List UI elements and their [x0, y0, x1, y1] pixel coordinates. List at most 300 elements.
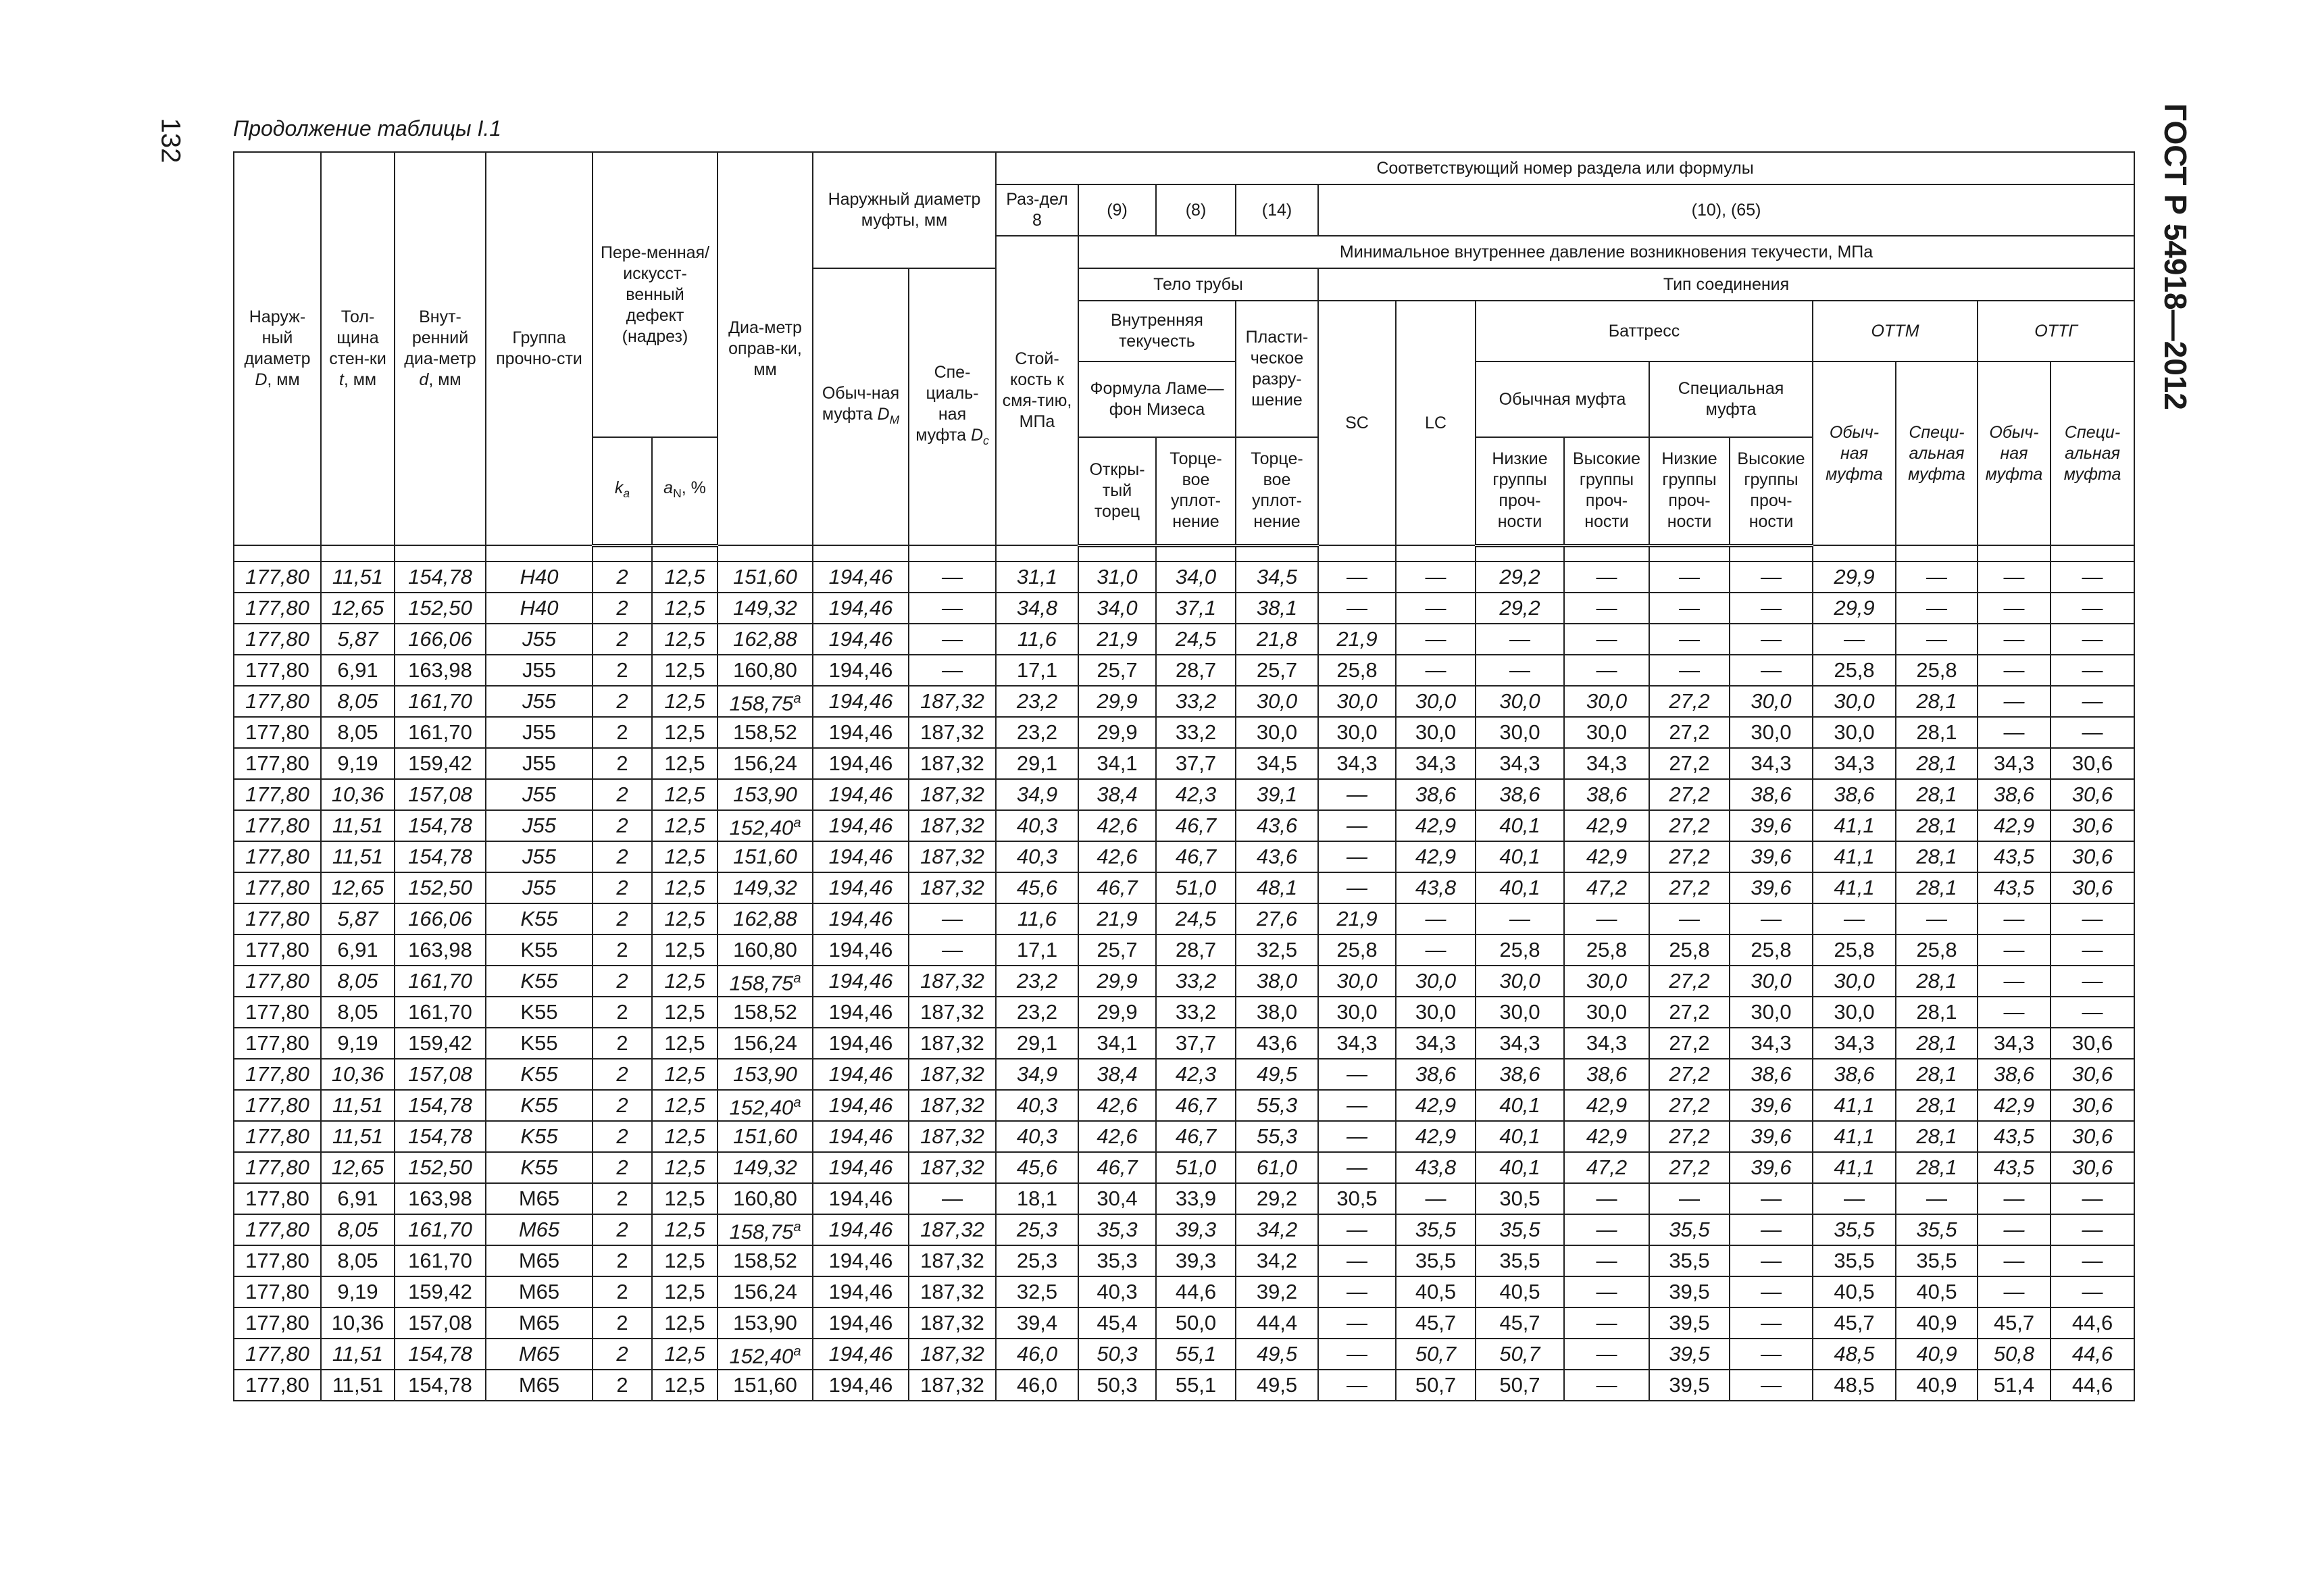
table-cell: 156,24	[718, 1028, 813, 1059]
table-cell: 37,1	[1156, 593, 1236, 624]
table-cell: —	[1730, 1245, 1813, 1276]
pipe-data-table	[233, 151, 2135, 1401]
table-cell: M65	[486, 1276, 593, 1307]
table-cell: 151,60	[718, 1370, 813, 1401]
header-buttress: Баттресс	[1476, 301, 1813, 361]
header-formula-10-65: (10), (65)	[1318, 184, 2134, 236]
table-cell: 187,32	[909, 1339, 996, 1370]
table-cell: 187,32	[909, 966, 996, 997]
table-cell: —	[1978, 1214, 2051, 1245]
table-cell: K55	[486, 1059, 593, 1090]
table-cell: 28,1	[1896, 1059, 1978, 1090]
table-cell: —	[909, 934, 996, 966]
table-cell: 25,8	[1730, 934, 1813, 966]
table-cell: 17,1	[996, 655, 1078, 686]
table-cell: 194,46	[813, 903, 909, 934]
table-cell: 8,05	[321, 1245, 395, 1276]
table-cell: 159,42	[395, 748, 486, 779]
table-cell: 166,06	[395, 903, 486, 934]
table-cell: 152,50	[395, 1152, 486, 1183]
table-cell: —	[1318, 872, 1396, 903]
table-cell: —	[1564, 1276, 1649, 1307]
table-cell: 161,70	[395, 1214, 486, 1245]
table-cell: 55,3	[1236, 1090, 1318, 1121]
table-cell: 11,51	[321, 841, 395, 872]
table-cell: —	[2051, 717, 2134, 748]
table-cell: 156,24	[718, 748, 813, 779]
table-cell: 43,6	[1236, 841, 1318, 872]
table-cell: 34,8	[996, 593, 1078, 624]
header-wall-thickness: Тол-щина стен-ки t, мм	[321, 152, 395, 545]
table-cell: 34,3	[1318, 748, 1396, 779]
table-cell: 47,2	[1564, 872, 1649, 903]
table-cell: 42,9	[1564, 810, 1649, 841]
table-cell: 177,80	[234, 1152, 321, 1183]
table-cell: 187,32	[909, 1121, 996, 1152]
table-cell: 55,3	[1236, 1121, 1318, 1152]
table-cell: 194,46	[813, 872, 909, 903]
table-cell: 38,6	[1813, 779, 1896, 810]
table-cell: 42,6	[1078, 841, 1156, 872]
table-cell: —	[1318, 779, 1396, 810]
table-cell: 46,7	[1078, 872, 1156, 903]
table-cell: 42,3	[1156, 1059, 1236, 1090]
table-cell: 152,40$^a$	[718, 1339, 813, 1370]
table-cell: 177,80	[234, 810, 321, 841]
table-cell: H40	[486, 593, 593, 624]
table-cell: 27,2	[1649, 810, 1730, 841]
table-cell: —	[2051, 1276, 2134, 1307]
table-cell: 177,80	[234, 686, 321, 717]
table-cell: 187,32	[909, 1214, 996, 1245]
table-cell: K55	[486, 1090, 593, 1121]
table-cell: 194,46	[813, 779, 909, 810]
table-cell: 187,32	[909, 1245, 996, 1276]
standard-title: ГОСТ Р 54918—2012	[2158, 103, 2193, 410]
table-cell: 39,1	[1236, 779, 1318, 810]
table-cell: 34,3	[1978, 748, 2051, 779]
table-row	[234, 872, 2134, 903]
table-cell: 50,3	[1078, 1370, 1156, 1401]
table-cell: 39,6	[1730, 841, 1813, 872]
table-cell: 177,80	[234, 1028, 321, 1059]
table-cell: —	[1476, 655, 1564, 686]
table-cell: 12,5	[652, 593, 718, 624]
table-cell: 12,5	[652, 779, 718, 810]
table-cell: 2	[593, 624, 652, 655]
table-cell: 27,2	[1649, 997, 1730, 1028]
table-cell: K55	[486, 903, 593, 934]
table-cell: 158,75$^a$	[718, 686, 813, 717]
table-cell: 177,80	[234, 748, 321, 779]
table-cell: 177,80	[234, 903, 321, 934]
table-cell: —	[1318, 562, 1396, 593]
table-cell: —	[1978, 593, 2051, 624]
header-lc: LC	[1396, 301, 1476, 545]
table-cell: 39,5	[1649, 1307, 1730, 1339]
table-cell: 23,2	[996, 966, 1078, 997]
table-cell: 38,6	[1978, 1059, 2051, 1090]
header-razdel-8: Раз-дел 8	[996, 184, 1078, 236]
table-cell: 194,46	[813, 997, 909, 1028]
table-cell: 194,46	[813, 1276, 909, 1307]
table-cell: —	[1896, 1183, 1978, 1214]
table-cell: 29,1	[996, 748, 1078, 779]
table-cell: —	[1896, 624, 1978, 655]
table-cell: —	[1813, 903, 1896, 934]
table-cell: 28,7	[1156, 934, 1236, 966]
table-cell: 11,51	[321, 1121, 395, 1152]
table-cell: —	[1730, 562, 1813, 593]
table-cell: K55	[486, 1028, 593, 1059]
table-row	[234, 1028, 2134, 1059]
table-row	[234, 1121, 2134, 1152]
table-cell: H40	[486, 562, 593, 593]
table-cell: 45,7	[1978, 1307, 2051, 1339]
table-cell: —	[909, 562, 996, 593]
table-cell: 40,3	[996, 810, 1078, 841]
table-cell: 30,6	[2051, 748, 2134, 779]
table-cell: 23,2	[996, 717, 1078, 748]
table-cell: J55	[486, 810, 593, 841]
table-cell: 2	[593, 810, 652, 841]
table-cell: 194,46	[813, 748, 909, 779]
header-inner-diameter: Внут-ренний диа-метр d, мм	[395, 152, 486, 545]
table-cell: K55	[486, 966, 593, 997]
table-cell: 177,80	[234, 1090, 321, 1121]
table-cell: —	[1730, 1339, 1813, 1370]
header-end-seal-plastic: Торце-вое уплот-нение	[1236, 437, 1318, 545]
table-cell: 177,80	[234, 934, 321, 966]
table-cell: —	[1396, 903, 1476, 934]
table-cell: —	[1318, 1245, 1396, 1276]
table-cell: 34,3	[1476, 748, 1564, 779]
table-cell: —	[1318, 1090, 1396, 1121]
table-cell: 44,4	[1236, 1307, 1318, 1339]
table-cell: 30,0	[1476, 717, 1564, 748]
header-low-groups-special: Низкие группы проч-ности	[1649, 437, 1730, 545]
header-ottg-special: Специ-альная муфта	[2051, 361, 2134, 545]
table-cell: 30,5	[1476, 1183, 1564, 1214]
table-cell: —	[1318, 1307, 1396, 1339]
table-cell: 50,8	[1978, 1339, 2051, 1370]
table-cell: 34,5	[1236, 748, 1318, 779]
table-cell: 46,0	[996, 1339, 1078, 1370]
table-cell: 30,0	[1396, 997, 1476, 1028]
table-cell: 158,75$^a$	[718, 966, 813, 997]
table-cell: 153,90	[718, 1307, 813, 1339]
table-cell: 40,1	[1476, 1152, 1564, 1183]
table-cell: 177,80	[234, 717, 321, 748]
table-cell: —	[1318, 1059, 1396, 1090]
table-cell: 2	[593, 686, 652, 717]
table-cell: 11,51	[321, 1370, 395, 1401]
table-cell: 38,6	[1476, 779, 1564, 810]
table-cell: 45,4	[1078, 1307, 1156, 1339]
table-cell: 40,1	[1476, 841, 1564, 872]
table-cell: 161,70	[395, 1245, 486, 1276]
header-ottm: ОТТМ	[1813, 301, 1978, 361]
table-cell: —	[1649, 624, 1730, 655]
table-cell: 12,5	[652, 1276, 718, 1307]
table-cell: 30,0	[1813, 997, 1896, 1028]
table-cell: 187,32	[909, 997, 996, 1028]
table-cell: 30,0	[1730, 966, 1813, 997]
table-cell: —	[1318, 593, 1396, 624]
table-cell: 28,1	[1896, 1152, 1978, 1183]
table-cell: 23,2	[996, 686, 1078, 717]
table-cell: 153,90	[718, 779, 813, 810]
table-cell: 152,50	[395, 872, 486, 903]
table-cell: M65	[486, 1245, 593, 1276]
table-cell: 177,80	[234, 966, 321, 997]
table-cell: 27,2	[1649, 717, 1730, 748]
table-cell: 2	[593, 593, 652, 624]
table-cell: 38,0	[1236, 966, 1318, 997]
table-cell: —	[1318, 810, 1396, 841]
table-cell: 30,0	[1476, 686, 1564, 717]
table-cell: —	[1396, 624, 1476, 655]
table-cell: M65	[486, 1307, 593, 1339]
table-cell: 30,6	[2051, 779, 2134, 810]
table-cell: 152,50	[395, 593, 486, 624]
table-cell: 50,7	[1396, 1339, 1476, 1370]
table-cell: 12,5	[652, 748, 718, 779]
header-body-spacer	[234, 545, 2134, 562]
table-cell: —	[1318, 1276, 1396, 1307]
table-cell: 194,46	[813, 1152, 909, 1183]
table-cell: 12,5	[652, 1028, 718, 1059]
table-caption: Продолжение таблицы I.1	[233, 116, 502, 141]
table-cell: 33,2	[1156, 966, 1236, 997]
table-cell: —	[1318, 1152, 1396, 1183]
table-cell: 21,9	[1078, 624, 1156, 655]
table-cell: —	[1396, 593, 1476, 624]
table-cell: 43,6	[1236, 810, 1318, 841]
table-cell: 30,4	[1078, 1183, 1156, 1214]
table-cell: J55	[486, 717, 593, 748]
table-cell: 194,46	[813, 841, 909, 872]
table-cell: 41,1	[1813, 1152, 1896, 1183]
header-collapse-resistance: Стой-кость к смя-тию, МПа	[996, 236, 1078, 545]
table-cell: 43,5	[1978, 841, 2051, 872]
table-cell: 42,6	[1078, 1121, 1156, 1152]
table-cell: 35,3	[1078, 1214, 1156, 1245]
table-cell: —	[2051, 593, 2134, 624]
table-cell: 12,5	[652, 934, 718, 966]
header-special-coupling: Спе-циаль-ная муфта $D_c$	[909, 268, 996, 545]
table-cell: 194,46	[813, 1059, 909, 1090]
header-formula-8: (8)	[1156, 184, 1236, 236]
table-cell: 34,3	[1396, 1028, 1476, 1059]
table-cell: 34,3	[1730, 748, 1813, 779]
table-cell: 40,3	[1078, 1276, 1156, 1307]
table-cell: 177,80	[234, 1307, 321, 1339]
table-cell: 25,3	[996, 1245, 1078, 1276]
table-cell: —	[2051, 903, 2134, 934]
table-cell: 163,98	[395, 655, 486, 686]
table-cell: 27,2	[1649, 966, 1730, 997]
table-cell: 42,9	[1978, 1090, 2051, 1121]
table-cell: 38,6	[1730, 1059, 1813, 1090]
table-cell: 29,9	[1078, 686, 1156, 717]
table-cell: 12,5	[652, 1121, 718, 1152]
table-cell: —	[1730, 1370, 1813, 1401]
table-cell: 25,8	[1318, 655, 1396, 686]
table-cell: 35,5	[1813, 1245, 1896, 1276]
table-cell: 39,6	[1730, 872, 1813, 903]
table-cell: 11,6	[996, 624, 1078, 655]
table-cell: 187,32	[909, 872, 996, 903]
table-row	[234, 1339, 2134, 1370]
table-cell: 49,5	[1236, 1339, 1318, 1370]
table-cell: 30,6	[2051, 1152, 2134, 1183]
table-cell: 157,08	[395, 1307, 486, 1339]
table-cell: 35,5	[1813, 1214, 1896, 1245]
table-cell: 12,5	[652, 1245, 718, 1276]
table-cell: 177,80	[234, 624, 321, 655]
table-cell: 12,5	[652, 966, 718, 997]
table-cell: 187,32	[909, 1370, 996, 1401]
table-cell: —	[2051, 1183, 2134, 1214]
table-cell: 177,80	[234, 1121, 321, 1152]
table-cell: —	[1896, 593, 1978, 624]
table-cell: 25,8	[1318, 934, 1396, 966]
table-row	[234, 934, 2134, 966]
table-cell: 17,1	[996, 934, 1078, 966]
table-cell: 158,52	[718, 997, 813, 1028]
table-cell: 161,70	[395, 686, 486, 717]
table-cell: —	[1564, 562, 1649, 593]
header-outer-diameter: Наруж-ный диаметр D, мм	[234, 152, 321, 545]
table-cell: 46,7	[1156, 1090, 1236, 1121]
table-cell: 2	[593, 1152, 652, 1183]
table-cell: 27,2	[1649, 1059, 1730, 1090]
table-cell: 28,1	[1896, 1028, 1978, 1059]
table-cell: 34,9	[996, 779, 1078, 810]
table-cell: 30,0	[1813, 966, 1896, 997]
table-cell: 42,9	[1396, 1121, 1476, 1152]
table-cell: 40,1	[1476, 810, 1564, 841]
table-cell: 2	[593, 966, 652, 997]
table-cell: 34,3	[1978, 1028, 2051, 1059]
header-lame-formula: Формула Ламе—фон Мизеса	[1078, 361, 1236, 437]
table-cell: M65	[486, 1183, 593, 1214]
table-cell: 33,2	[1156, 686, 1236, 717]
table-cell: 40,5	[1813, 1276, 1896, 1307]
table-row	[234, 655, 2134, 686]
header-sc: SC	[1318, 301, 1396, 545]
table-cell: 33,2	[1156, 997, 1236, 1028]
table-cell: 12,5	[652, 1090, 718, 1121]
table-row	[234, 1370, 2134, 1401]
table-cell: 40,5	[1476, 1276, 1564, 1307]
header-plastic-failure: Пласти-ческое разру-шение	[1236, 301, 1318, 437]
table-cell: 2	[593, 1183, 652, 1214]
table-row	[234, 997, 2134, 1028]
table-cell: 29,2	[1476, 593, 1564, 624]
table-cell: J55	[486, 872, 593, 903]
table-cell: —	[909, 903, 996, 934]
table-cell: —	[1564, 1307, 1649, 1339]
table-cell: 27,2	[1649, 1121, 1730, 1152]
table-cell: 27,2	[1649, 841, 1730, 872]
table-cell: 31,1	[996, 562, 1078, 593]
table-cell: 45,7	[1396, 1307, 1476, 1339]
table-cell: 43,6	[1236, 1028, 1318, 1059]
table-cell: 12,5	[652, 1307, 718, 1339]
table-cell: 27,6	[1236, 903, 1318, 934]
table-cell: —	[1318, 1339, 1396, 1370]
table-cell: 12,65	[321, 872, 395, 903]
table-cell: 187,32	[909, 841, 996, 872]
table-cell: 39,5	[1649, 1339, 1730, 1370]
table-cell: 151,60	[718, 562, 813, 593]
table-cell: 9,19	[321, 1276, 395, 1307]
table-cell: 40,3	[996, 1090, 1078, 1121]
table-cell: 177,80	[234, 593, 321, 624]
table-cell: 29,9	[1813, 593, 1896, 624]
table-cell: 38,1	[1236, 593, 1318, 624]
table-cell: —	[2051, 655, 2134, 686]
table-cell: 12,5	[652, 686, 718, 717]
table-cell: 12,5	[652, 872, 718, 903]
table-cell: 30,0	[1236, 717, 1318, 748]
table-cell: 154,78	[395, 810, 486, 841]
table-cell: 2	[593, 1028, 652, 1059]
table-cell: 21,9	[1078, 903, 1156, 934]
table-cell: 6,91	[321, 655, 395, 686]
table-cell: 55,1	[1156, 1370, 1236, 1401]
table-cell: 51,0	[1156, 1152, 1236, 1183]
table-cell: 35,5	[1896, 1214, 1978, 1245]
header-formula-9: (9)	[1078, 184, 1156, 236]
table-cell: —	[1564, 1214, 1649, 1245]
table-cell: 30,0	[1730, 686, 1813, 717]
table-cell: 25,7	[1078, 655, 1156, 686]
table-cell: 40,9	[1896, 1339, 1978, 1370]
table-cell: 34,9	[996, 1059, 1078, 1090]
table-cell: 161,70	[395, 717, 486, 748]
table-cell: —	[1730, 1214, 1813, 1245]
table-cell: 154,78	[395, 1121, 486, 1152]
table-cell: 41,1	[1813, 872, 1896, 903]
table-cell: 30,0	[1396, 966, 1476, 997]
table-cell: 30,0	[1476, 966, 1564, 997]
table-cell: 25,8	[1896, 655, 1978, 686]
table-cell: —	[2051, 966, 2134, 997]
table-cell: —	[1649, 593, 1730, 624]
table-cell: 35,5	[1896, 1245, 1978, 1276]
table-cell: —	[1564, 593, 1649, 624]
table-cell: 25,8	[1476, 934, 1564, 966]
table-cell: 149,32	[718, 872, 813, 903]
header-pipe-body: Тело трубы	[1078, 268, 1318, 301]
table-cell: 41,1	[1813, 1121, 1896, 1152]
table-cell: 34,3	[1730, 1028, 1813, 1059]
table-row	[234, 593, 2134, 624]
header-section-reference: Соответствующий номер раздела или формулы	[996, 152, 2134, 184]
table-cell: —	[1978, 1183, 2051, 1214]
table-cell: 6,91	[321, 1183, 395, 1214]
table-cell: 40,1	[1476, 872, 1564, 903]
table-cell: 187,32	[909, 810, 996, 841]
table-cell: —	[1730, 1276, 1813, 1307]
header-defect: Пере-менная/ искусст-венный дефект (надрез)	[593, 152, 718, 437]
table-row	[234, 1059, 2134, 1090]
table-row	[234, 624, 2134, 655]
table-cell: 163,98	[395, 1183, 486, 1214]
